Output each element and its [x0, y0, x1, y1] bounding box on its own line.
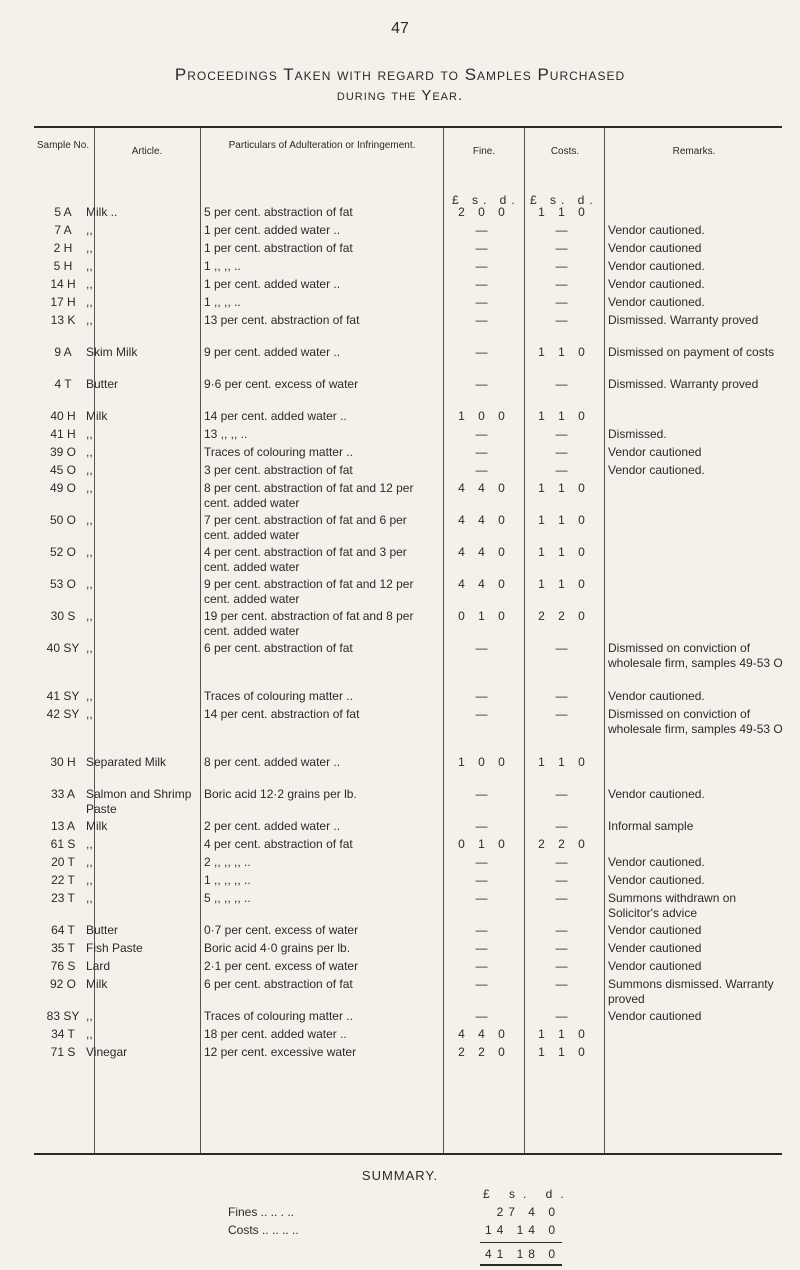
costs-cell: — — [555, 277, 573, 291]
article-cell: ,, — [86, 609, 93, 623]
divider-5 — [604, 128, 605, 1153]
sample-no-cell: 13 A — [50, 819, 76, 833]
remarks-cell: Vendor cautioned — [608, 445, 702, 459]
remarks-cell: Vendor cautioned. — [608, 873, 705, 887]
particulars-cell: 2·1 per cent. excess of water — [204, 959, 359, 973]
remarks-cell: Vendor cautioned — [608, 923, 702, 937]
particulars-cell: Boric acid 4·0 grains per lb. — [204, 941, 351, 955]
particulars-cell: 13 ,, ,, .. — [204, 427, 248, 441]
particulars-cell: 18 per cent. added water .. — [204, 1027, 347, 1041]
particulars-cell: 4 per cent. abstraction of fat — [204, 837, 353, 851]
fine-cell: 2 2 0 — [458, 1045, 510, 1059]
costs-units: £ s. d. — [530, 193, 598, 207]
sample-no-cell: 30 S — [50, 609, 76, 623]
article-cell: ,, — [86, 223, 93, 237]
fine-cell: — — [475, 977, 493, 991]
article-cell: ,, — [86, 855, 93, 869]
particulars-cell: Traces of colouring matter .. — [204, 1009, 353, 1023]
table-bottom-rule — [34, 1153, 782, 1155]
costs-cell: — — [555, 977, 573, 991]
particulars-cell: 1 per cent. abstraction of fat — [204, 241, 353, 255]
article-cell: ,, — [86, 277, 93, 291]
particulars-cell: 3 per cent. abstraction of fat — [204, 463, 353, 477]
sample-no-cell: 30 H — [50, 755, 76, 769]
fine-cell: — — [475, 241, 493, 255]
fine-cell: — — [475, 445, 493, 459]
article-cell: ,, — [86, 481, 93, 495]
remarks-cell: Dismissed. — [608, 427, 667, 441]
costs-cell: 1 1 0 — [538, 481, 590, 495]
sample-no-cell: 39 O — [49, 445, 76, 459]
particulars-cell: 1 per cent. added water .. — [204, 223, 341, 237]
costs-cell: — — [555, 463, 573, 477]
sample-no-cell: 13 K — [50, 313, 76, 327]
article-cell: ,, — [86, 313, 93, 327]
sample-no-cell: 50 O — [49, 513, 76, 527]
article-cell: Fish Paste — [86, 941, 143, 955]
particulars-cell: 5 per cent. abstraction of fat — [204, 205, 353, 219]
particulars-cell: 9 per cent. added water .. — [204, 345, 341, 359]
fine-cell: 0 1 0 — [458, 609, 510, 623]
fine-cell: — — [475, 295, 493, 309]
article-cell: Skim Milk — [86, 345, 138, 359]
particulars-cell: 7 per cent. abstraction of fat and 6 per cent. added water — [204, 513, 407, 542]
article-cell: ,, — [86, 707, 93, 721]
sample-no-cell: 17 H — [50, 295, 76, 309]
article-cell: ,, — [86, 1009, 93, 1023]
costs-cell: 1 1 0 — [538, 205, 590, 219]
sample-no-cell: 2 H — [53, 241, 73, 255]
remarks-cell: Vendor cautioned — [608, 959, 702, 973]
sample-no-cell: 22 T — [51, 873, 75, 887]
sample-no-cell: 34 T — [51, 1027, 75, 1041]
costs-cell: — — [555, 941, 573, 955]
costs-cell: — — [555, 707, 573, 721]
fine-cell: 0 1 0 — [458, 837, 510, 851]
remarks-cell: Vender cautioned — [608, 941, 702, 955]
sample-no-cell: 61 S — [50, 837, 76, 851]
sample-no-cell: 35 T — [51, 941, 75, 955]
article-cell: Milk — [86, 977, 108, 991]
remarks-cell: Dismissed. Warranty proved — [608, 313, 759, 327]
costs-cell: — — [555, 223, 573, 237]
costs-cell: 1 1 0 — [538, 409, 590, 423]
costs-cell: — — [555, 959, 573, 973]
summary-fines-value: 27 4 0 — [496, 1205, 560, 1219]
fine-cell: — — [475, 941, 493, 955]
costs-cell: 1 1 0 — [538, 755, 590, 769]
particulars-cell: 2 ,, ,, ,, .. — [204, 855, 251, 869]
fine-cell: — — [475, 277, 493, 291]
costs-cell: — — [555, 241, 573, 255]
remarks-cell: Informal sample — [608, 819, 694, 833]
particulars-cell: 1 ,, ,, .. — [204, 295, 241, 309]
fine-cell: — — [475, 463, 493, 477]
summary-total-value: 41 18 0 — [484, 1247, 560, 1261]
sample-no-cell: 4 T — [54, 377, 72, 391]
header-fine: Fine. — [472, 146, 496, 157]
particulars-cell: 4 per cent. abstraction of fat and 3 per cent. added water — [204, 545, 407, 574]
header-article: Article. — [131, 146, 163, 157]
particulars-cell: 1 ,, ,, .. — [204, 259, 241, 273]
remarks-cell: Vendor cautioned — [608, 1009, 702, 1023]
header-costs: Costs. — [550, 146, 580, 157]
costs-cell: — — [555, 641, 573, 655]
sample-no-cell: 64 T — [51, 923, 75, 937]
particulars-cell: 8 per cent. added water .. — [204, 755, 341, 769]
particulars-cell: 14 per cent. abstraction of fat — [204, 707, 360, 721]
article-cell: ,, — [86, 577, 93, 591]
fine-cell: 1 0 0 — [458, 755, 510, 769]
fine-cell: — — [475, 855, 493, 869]
fine-cell: 4 4 0 — [458, 577, 510, 591]
remarks-cell: Vendor cautioned. — [608, 689, 705, 703]
article-cell: Vinegar — [86, 1045, 128, 1059]
costs-cell: — — [555, 445, 573, 459]
costs-cell: — — [555, 295, 573, 309]
article-cell: Milk .. — [86, 205, 118, 219]
sample-no-cell: 23 T — [51, 891, 75, 905]
particulars-cell: Boric acid 12·2 grains per lb. — [204, 787, 357, 801]
fine-units: £ s. d. — [452, 193, 520, 207]
costs-cell: — — [555, 427, 573, 441]
article-cell: Milk — [86, 409, 108, 423]
particulars-cell: 9·6 per cent. excess of water — [204, 377, 359, 391]
article-cell: Salmon and Shrimp Paste — [86, 787, 192, 816]
remarks-cell: Vendor cautioned. — [608, 223, 705, 237]
summary-units: £ s. d. — [483, 1187, 572, 1201]
particulars-cell: Traces of colouring matter .. — [204, 445, 353, 459]
sample-no-cell: 41 H — [50, 427, 76, 441]
sample-no-cell: 40 SY — [46, 641, 80, 655]
costs-cell: 1 1 0 — [538, 545, 590, 559]
costs-cell: 1 1 0 — [538, 345, 590, 359]
sample-no-cell: 33 A — [50, 787, 76, 801]
particulars-cell: 1 ,, ,, ,, .. — [204, 873, 251, 887]
remarks-cell: Vendor cautioned — [608, 241, 702, 255]
sample-no-cell: 49 O — [49, 481, 76, 495]
remarks-cell: Vendor cautioned. — [608, 277, 705, 291]
particulars-cell: 12 per cent. excessive water — [204, 1045, 357, 1059]
title-line-1: Proceedings Taken with regard to Samples Purchased — [174, 65, 626, 84]
fine-cell: 4 4 0 — [458, 481, 510, 495]
particulars-cell: 2 per cent. added water .. — [204, 819, 341, 833]
particulars-cell: 6 per cent. abstraction of fat — [204, 977, 353, 991]
particulars-cell: Traces of colouring matter .. — [204, 689, 353, 703]
summary-costs-label: Costs .. .. .. .. — [228, 1223, 299, 1237]
page-title — [0, 64, 800, 106]
fine-cell: — — [475, 707, 493, 721]
article-cell: ,, — [86, 641, 93, 655]
fine-cell: — — [475, 223, 493, 237]
remarks-cell: Vendor cautioned. — [608, 855, 705, 869]
costs-cell: — — [555, 923, 573, 937]
particulars-cell: 8 per cent. abstraction of fat and 12 per cent. added water — [204, 481, 414, 510]
article-cell: ,, — [86, 241, 93, 255]
particulars-cell: 14 per cent. added water .. — [204, 409, 347, 423]
article-cell: ,, — [86, 513, 93, 527]
fine-cell: — — [475, 873, 493, 887]
article-cell: ,, — [86, 445, 93, 459]
article-cell: ,, — [86, 295, 93, 309]
costs-cell: — — [555, 259, 573, 273]
costs-cell: — — [555, 787, 573, 801]
article-cell: ,, — [86, 1027, 93, 1041]
remarks-cell: Vendor cautioned. — [608, 295, 705, 309]
article-cell: Butter — [86, 923, 119, 937]
article-cell: Milk — [86, 819, 108, 833]
remarks-cell: Summons dismissed. Warranty proved — [608, 977, 774, 1006]
table-top-rule — [34, 126, 782, 128]
header-particulars: Particulars of Adulteration or Infringement. — [228, 140, 416, 151]
fine-cell: — — [475, 689, 493, 703]
sample-no-cell: 53 O — [49, 577, 76, 591]
page-number: 47 — [391, 20, 409, 37]
fine-cell: — — [475, 313, 493, 327]
fine-cell: — — [475, 959, 493, 973]
costs-cell: 1 1 0 — [538, 513, 590, 527]
summary-fines-label: Fines .. .. . .. — [228, 1205, 295, 1219]
particulars-cell: 9 per cent. abstraction of fat and 12 per cent. added water — [204, 577, 414, 606]
particulars-cell: 13 per cent. abstraction of fat — [204, 313, 360, 327]
remarks-cell: Dismissed. Warranty proved — [608, 377, 759, 391]
costs-cell: — — [555, 689, 573, 703]
sample-no-cell: 20 T — [51, 855, 75, 869]
fine-cell: — — [475, 923, 493, 937]
summary-rule — [480, 1242, 562, 1243]
particulars-cell: 1 per cent. added water .. — [204, 277, 341, 291]
sample-no-cell: 45 O — [49, 463, 76, 477]
particulars-cell: 5 ,, ,, ,, .. — [204, 891, 251, 905]
article-cell: ,, — [86, 427, 93, 441]
costs-cell: 2 2 0 — [538, 837, 590, 851]
remarks-cell: Dismissed on conviction of wholesale firm, samples 49-53 O — [608, 641, 783, 670]
costs-cell: 1 1 0 — [538, 577, 590, 591]
costs-cell: 2 2 0 — [538, 609, 590, 623]
costs-cell: — — [555, 819, 573, 833]
fine-cell: — — [475, 427, 493, 441]
fine-cell: 4 4 0 — [458, 545, 510, 559]
article-cell: ,, — [86, 837, 93, 851]
fine-cell: — — [475, 259, 493, 273]
fine-cell: — — [475, 377, 493, 391]
particulars-cell: 6 per cent. abstraction of fat — [204, 641, 353, 655]
header-sample-no: Sample No. — [36, 140, 90, 151]
remarks-cell: Vendor cautioned. — [608, 463, 705, 477]
particulars-cell: 19 per cent. abstraction of fat and 8 per cent. added water — [204, 609, 414, 638]
sample-no-cell: 71 S — [50, 1045, 76, 1059]
article-cell: Butter — [86, 377, 119, 391]
sample-no-cell: 83 SY — [46, 1009, 80, 1023]
divider-3 — [443, 128, 444, 1153]
costs-cell: — — [555, 873, 573, 887]
sample-no-cell: 5 A — [54, 205, 72, 219]
article-cell: ,, — [86, 259, 93, 273]
fine-cell: — — [475, 787, 493, 801]
costs-cell: — — [555, 377, 573, 391]
fine-cell: — — [475, 819, 493, 833]
fine-cell: — — [475, 641, 493, 655]
remarks-cell: Summons withdrawn on Solicitor's advice — [608, 891, 737, 920]
article-cell: ,, — [86, 463, 93, 477]
sample-no-cell: 42 SY — [46, 707, 80, 721]
costs-cell: — — [555, 891, 573, 905]
particulars-cell: 0·7 per cent. excess of water — [204, 923, 359, 937]
article-cell: Separated Milk — [86, 755, 167, 769]
fine-cell: — — [475, 891, 493, 905]
article-cell: ,, — [86, 545, 93, 559]
sample-no-cell: 40 H — [50, 409, 76, 423]
sample-no-cell: 7 A — [54, 223, 72, 237]
remarks-cell: Vendor cautioned. — [608, 787, 705, 801]
summary-double-rule — [480, 1264, 562, 1266]
remarks-cell: Vendor cautioned. — [608, 259, 705, 273]
sample-no-cell: 52 O — [49, 545, 76, 559]
fine-cell: 4 4 0 — [458, 513, 510, 527]
costs-cell: — — [555, 1009, 573, 1023]
header-remarks: Remarks. — [672, 146, 716, 157]
summary-costs-value: 14 14 0 — [484, 1223, 560, 1237]
costs-cell: 1 1 0 — [538, 1027, 590, 1041]
divider-4 — [524, 128, 525, 1153]
sample-no-cell: 14 H — [50, 277, 76, 291]
costs-cell: — — [555, 313, 573, 327]
fine-cell: 1 0 0 — [458, 409, 510, 423]
summary-title: SUMMARY. — [361, 1168, 439, 1183]
sample-no-cell: 92 O — [49, 977, 76, 991]
fine-cell: 4 4 0 — [458, 1027, 510, 1041]
sample-no-cell: 9 A — [54, 345, 72, 359]
sample-no-cell: 5 H — [53, 259, 73, 273]
article-cell: ,, — [86, 873, 93, 887]
sample-no-cell: 41 SY — [46, 689, 80, 703]
remarks-cell: Dismissed on payment of costs — [608, 345, 775, 359]
remarks-cell: Dismissed on conviction of wholesale firm, samples 49-53 O — [608, 707, 783, 736]
fine-cell: — — [475, 345, 493, 359]
fine-cell: — — [475, 1009, 493, 1023]
costs-cell: 1 1 0 — [538, 1045, 590, 1059]
article-cell: ,, — [86, 891, 93, 905]
costs-cell: — — [555, 855, 573, 869]
article-cell: Lard — [86, 959, 111, 973]
title-line-2: during the Year. — [336, 87, 464, 104]
fine-cell: 2 0 0 — [458, 205, 510, 219]
sample-no-cell: 76 S — [50, 959, 76, 973]
article-cell: ,, — [86, 689, 93, 703]
